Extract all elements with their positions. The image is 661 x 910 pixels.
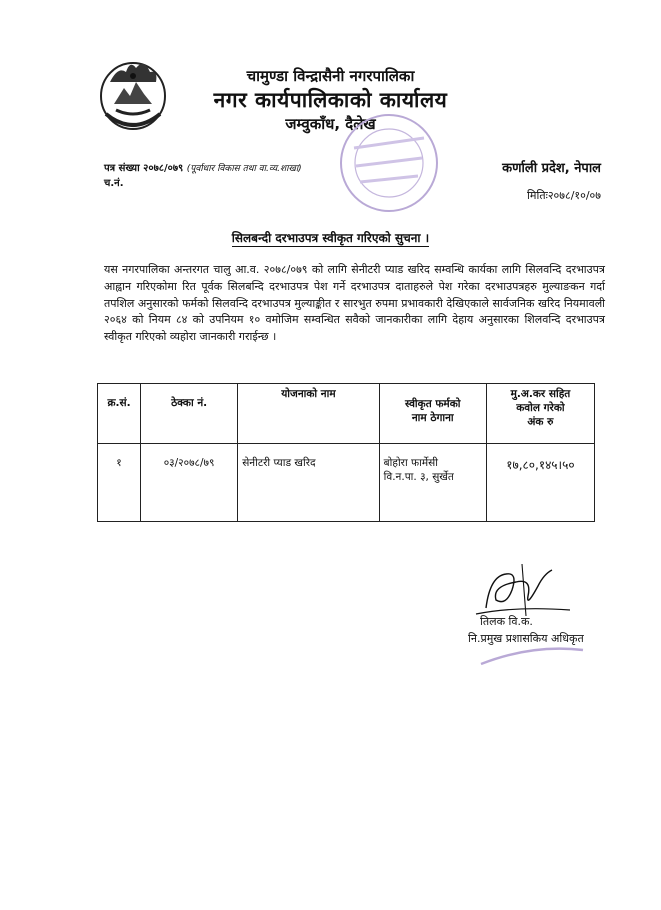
province-name: कर्णाली प्रदेश, नेपाल — [502, 161, 601, 176]
header-firm — [379, 384, 486, 444]
header-contract: ठेक्का नं. — [141, 384, 238, 444]
table-row — [98, 444, 595, 522]
header-amount-line3: अंक रु — [527, 416, 554, 428]
table-header-row — [98, 384, 595, 444]
notice-body: यस नगरपालिका अन्तरगत चालु आ.व. २०७८/०७९ को लागि सेनीटरी प्याड खरिद सम्वन्धि कार्यका लागि सिलवन्दि दरभाउपत्र आह्वान गरिएकोमा रित पूर्वक सिलबन्दि दरभाउपत्र पेश गर्ने दरभाउपत्र दाताहरुले पेश गरेका दरभाउपत्रहरु मुल्याङकन गर्दा तपशिल अनुसारको फर्मको सिलवन्दि दरभाउपत्र मुल्याङ्कीत र सारभुत रुपमा प्रभावकारी देखिएकाले सार्वजनिक खरिद नियमावली २०६४ को नियम ८४ को उपनियम १० वमोजिम सम्वन्धित सवैको जानकारीका लागि देहाय अनुसारका शिलवन्दि दरभाउपत्र स्वीकृत गरिएको व्यहोरा जानकारी गराईन्छ । — [104, 263, 605, 344]
letter-date: मितिः२०७८/१०/०७ — [527, 189, 601, 202]
signatory-name: तिलक वि.क. — [480, 615, 533, 628]
header-firm-line2: नाम ठेगाना — [411, 412, 454, 424]
header-amount — [486, 384, 594, 444]
reference-label: पत्र संख्या २०७८/०७९ — [104, 163, 184, 174]
header-firm-line1: स्वीकृत फर्मको — [404, 398, 461, 410]
header-amount-line1: मु.अ.कर सहित — [510, 388, 571, 400]
reference-number — [104, 160, 302, 174]
row-firm-name: बोहोरा फार्मेसी — [383, 457, 438, 469]
header-amount-line2: कवोल गरेको — [516, 402, 565, 414]
office-name: नगर कार्यपालिकाको कार्यालय — [213, 88, 448, 112]
header-project: योजनाको नाम — [238, 384, 379, 444]
notice-subject-text: सिलबन्दी दरभाउपत्र स्वीकृत गरिएको सुचना । — [231, 231, 430, 245]
office-stamp-icon — [334, 108, 444, 218]
office-location: जम्वुकाँध, दैलेख — [285, 115, 376, 133]
reference-section: (पूर्वाधार विकास तथा वा.व्य.शाखा) — [186, 164, 302, 174]
signatory-title: नि.प्रमुख प्रशासकिय अधिकृत — [468, 632, 584, 645]
dispatch-number-label: च.नं. — [104, 178, 124, 189]
row-serial: १ — [98, 444, 141, 522]
row-amount: १७,८०,१४५।५० — [486, 444, 594, 522]
row-firm — [379, 444, 486, 522]
designation-stamp-icon — [477, 640, 587, 670]
row-firm-address: वि.न.पा. ३, सुर्खेत — [383, 471, 454, 483]
municipality-name: चामुण्डा विन्द्रासैनी नगरपालिका — [246, 67, 415, 85]
notice-subject — [0, 229, 661, 246]
row-contract: ०३/२०७८/७९ — [141, 444, 238, 522]
approved-bid-table — [97, 383, 595, 522]
row-project: सेनीटरी प्याड खरिद — [238, 444, 379, 522]
header-serial: क्र.सं. — [98, 384, 141, 444]
